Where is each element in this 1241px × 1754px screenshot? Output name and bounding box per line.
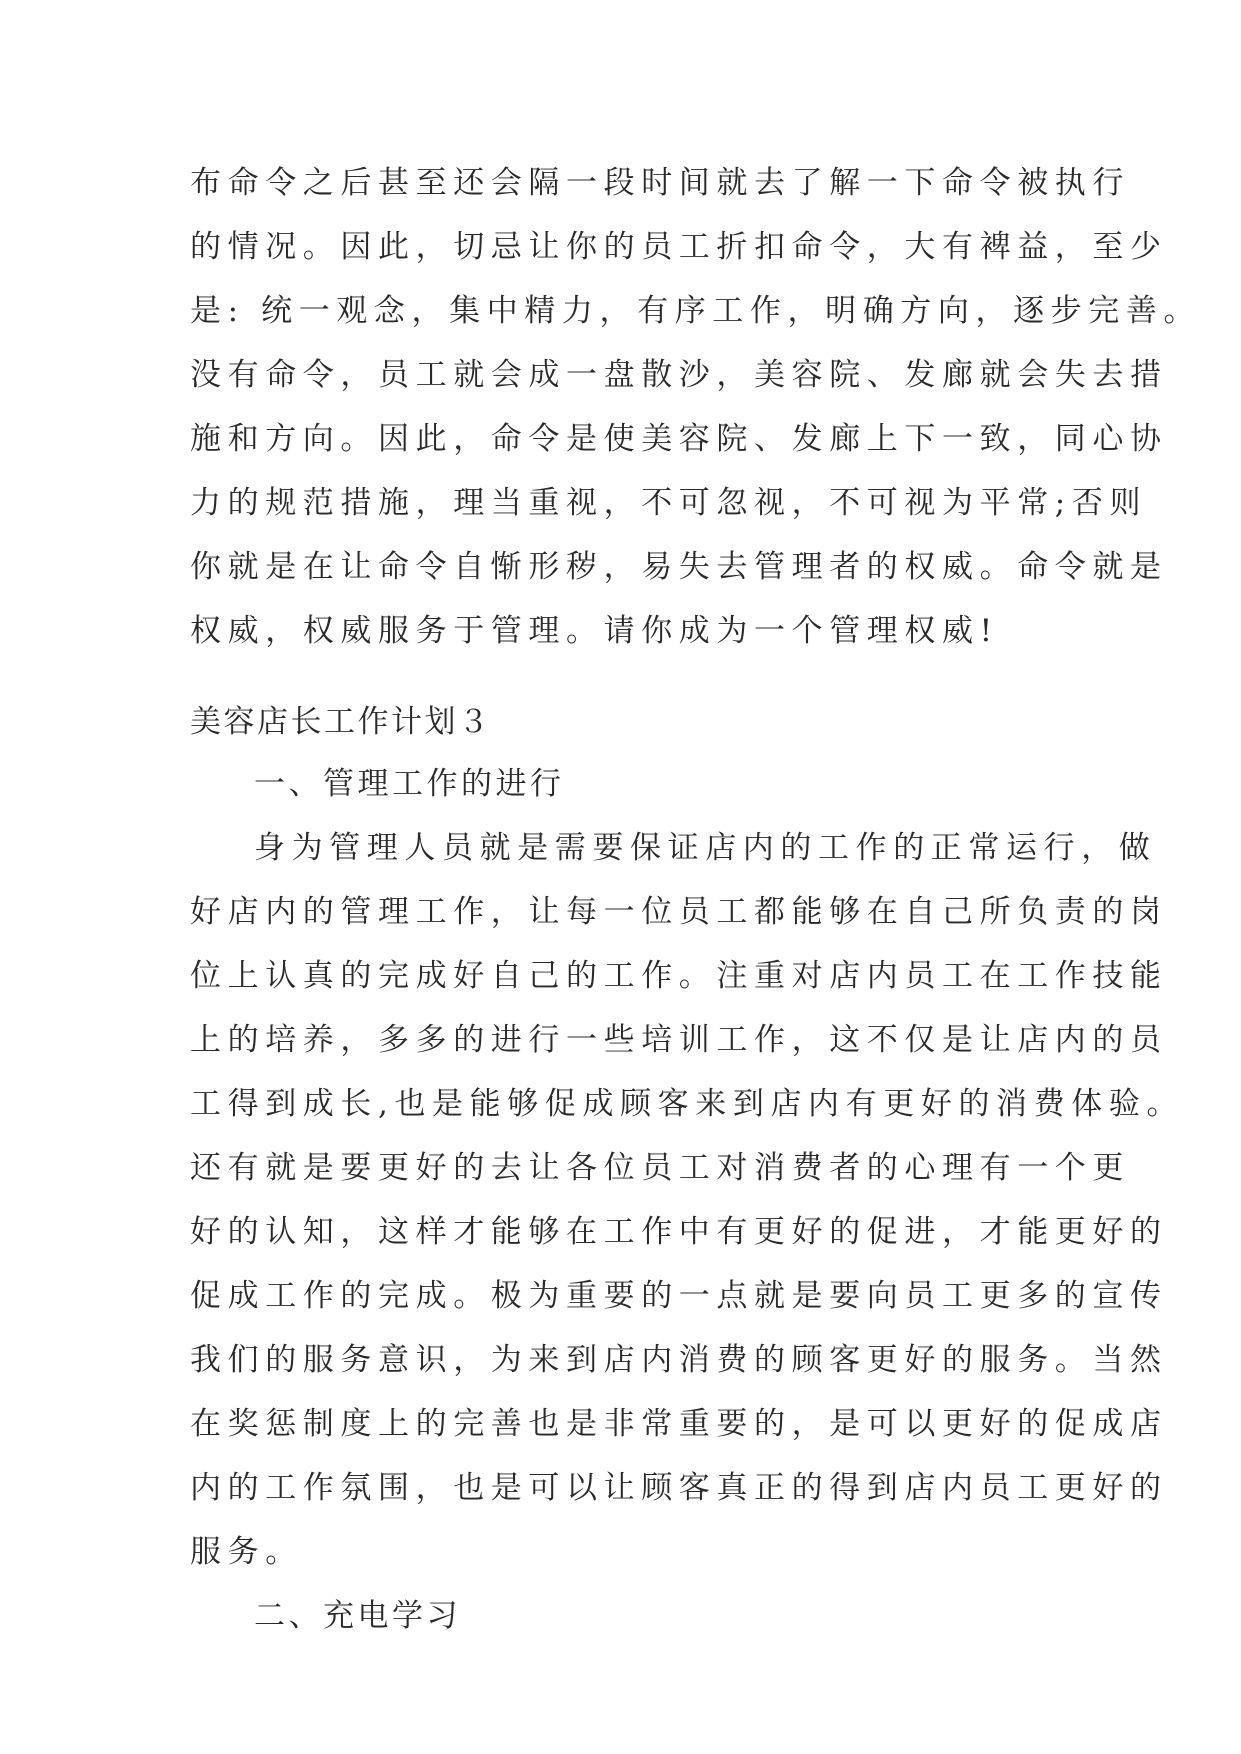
paragraph-line: 的情况。因此，切忌让你的员工折扣命令，大有裨益，至少 (190, 229, 1168, 265)
paragraph-line: 力的规范措施，理当重视，不可忽视，不可视为平常;否则 (190, 485, 1148, 521)
paragraph-line: 没有命令，员工就会成一盘散沙，美容院、发廊就会失去措 (190, 357, 1168, 393)
paragraph-line: 我们的服务意识，为来到店内消费的顾客更好的服务。当然 (190, 1342, 1168, 1378)
paragraph-line: 身为管理人员就是需要保证店内的工作的正常运行，做 (254, 830, 1157, 866)
paragraph-line: 服务。 (190, 1534, 303, 1570)
paragraph-line: 施和方向。因此，命令是使美容院、发廊上下一致，同心协 (190, 421, 1168, 457)
paragraph-line: 位上认真的完成好自己的工作。注重对店内员工在工作技能 (190, 958, 1168, 994)
paragraph-line: 布命令之后甚至还会隔一段时间就去了解一下命令被执行 (190, 165, 1130, 201)
subsection-heading: 一、管理工作的进行 (254, 766, 565, 802)
paragraph-line: 权威，权威服务于管理。请你成为一个管理权威! (190, 613, 999, 649)
section-title: 美容店长工作计划３ (190, 704, 492, 740)
paragraph-line: 上的培养，多多的进行一些培训工作，这不仅是让店内的员 (190, 1022, 1168, 1058)
paragraph-line: 你就是在让命令自惭形秽，易失去管理者的权威。命令就是 (190, 549, 1168, 585)
paragraph-line: 还有就是要更好的去让各位员工对消费者的心理有一个更 (190, 1150, 1130, 1186)
paragraph-line: 好店内的管理工作，让每一位员工都能够在自己所负责的岗 (190, 894, 1168, 930)
paragraph-line: 在奖惩制度上的完善也是非常重要的，是可以更好的促成店 (190, 1406, 1168, 1442)
paragraph-line: 工得到成长,也是能够促成顾客来到店内有更好的消费体验。 (190, 1086, 1185, 1122)
paragraph-line: 内的工作氛围，也是可以让顾客真正的得到店内员工更好的 (190, 1470, 1168, 1506)
paragraph-line: 好的认知，这样才能够在工作中有更好的促进，才能更好的 (190, 1214, 1168, 1250)
paragraph-line: 是: 统一观念，集中精力，有序工作，明确方向，逐步完善。 (190, 293, 1202, 329)
paragraph-line: 促成工作的完成。极为重要的一点就是要向员工更多的宣传 (190, 1278, 1168, 1314)
subsection-heading: 二、充电学习 (254, 1598, 461, 1634)
